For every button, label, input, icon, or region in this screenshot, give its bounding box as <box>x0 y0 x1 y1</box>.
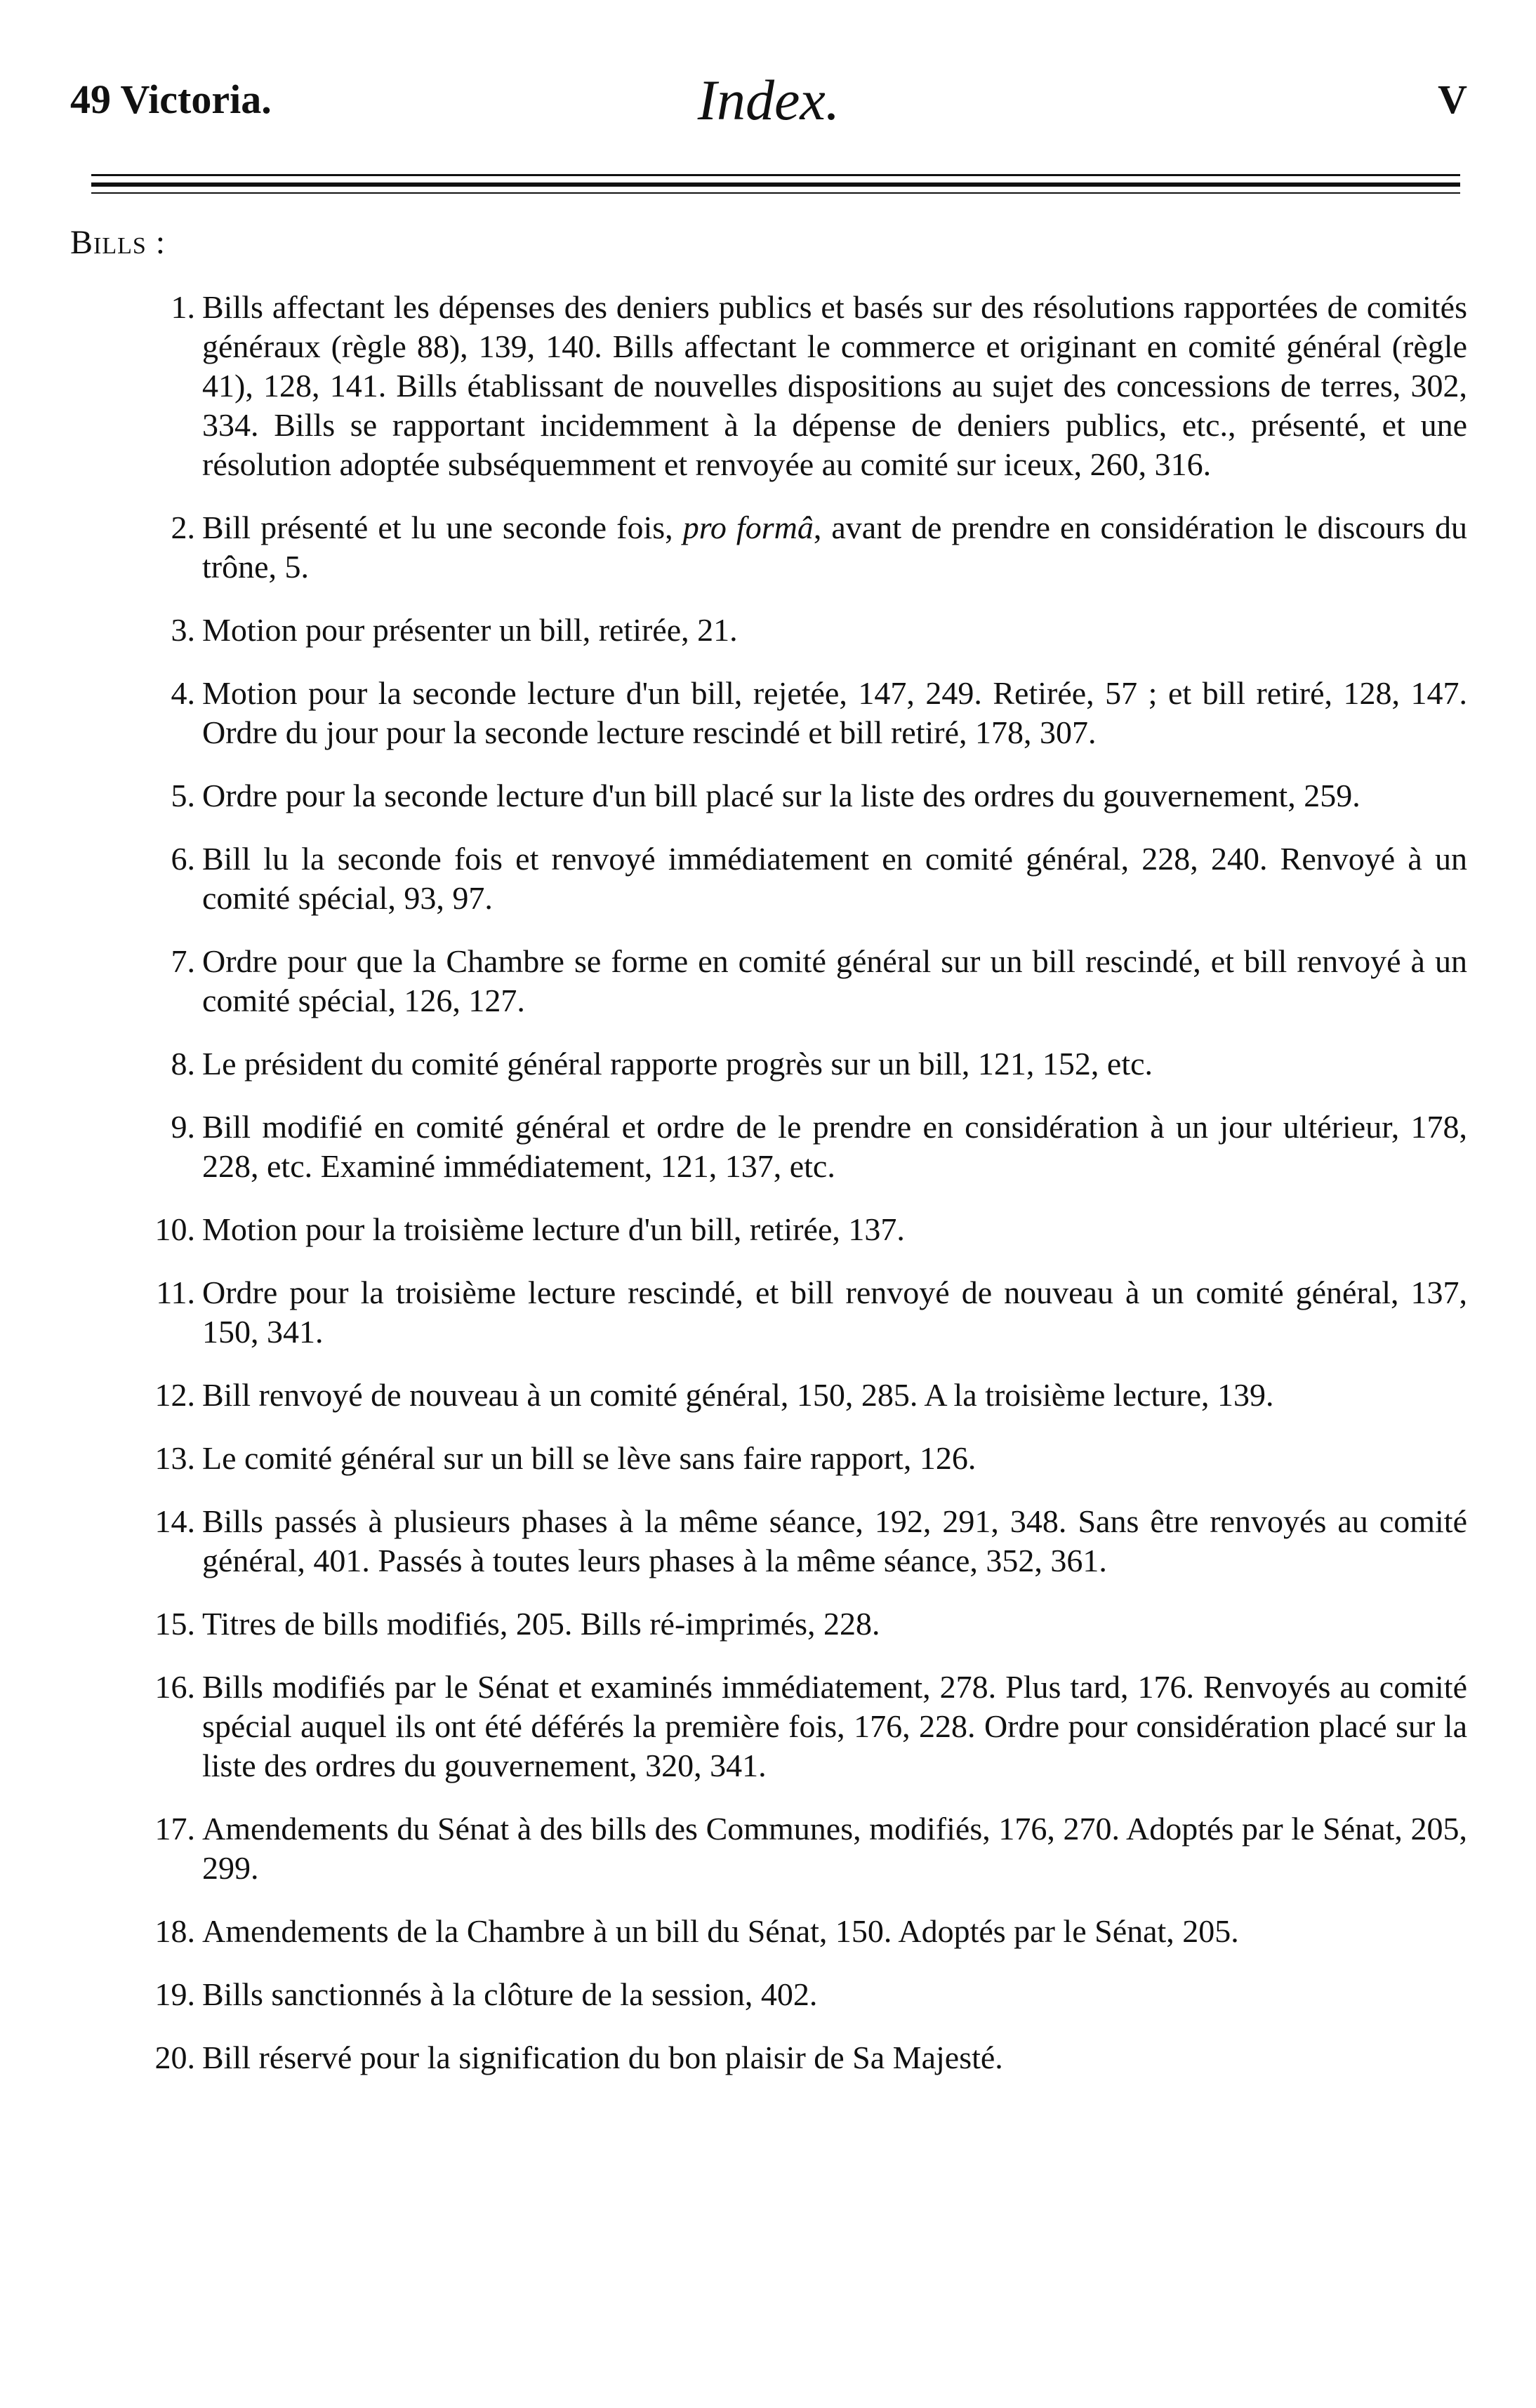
entry-number: 17. <box>154 1811 195 1847</box>
entry-text: Bills affectant les dépenses des deniers publics et basés sur des résolutions rapportées de comités généraux (règle 88), 139, 140. Bills affectant le commerce et originant en comité général (règle 41), 128, 141. Bills établissant de nouvelles dispositions au sujet des concessions de terres, 302, 334. Bills se rapportant incidemment à la dépense de deniers publics, etc., présenté, et une résolution adoptée subséquemment et renvoyée au comité sur iceux, 260, 316. <box>202 289 1467 482</box>
section-heading: Bills : <box>70 224 166 261</box>
entry-text: Amendements du Sénat à des bills des Communes, modifiés, 176, 270. Adoptés par le Sénat, 205, 299. <box>202 1811 1467 1886</box>
entry-text: Motion pour la seconde lecture d'un bill, rejetée, 147, 249. Retirée, 57 ; et bill retiré, 128, 147. Ordre du jour pour la seconde lecture rescindé et bill retiré, 178, 307. <box>202 675 1467 750</box>
index-entry-14 <box>70 1502 1467 1581</box>
index-entry-8 <box>70 1044 1467 1084</box>
index-entry-3 <box>70 611 1467 650</box>
entry-text: Le président du comité général rapporte progrès sur un bill, 121, 152, etc. <box>202 1046 1153 1082</box>
index-entry-4 <box>70 674 1467 752</box>
entry-number: 8. <box>171 1046 195 1082</box>
entry-number: 11. <box>156 1275 195 1310</box>
index-entry-17 <box>70 1809 1467 1888</box>
entry-number: 10. <box>154 1211 195 1247</box>
index-entry-13 <box>70 1439 1467 1478</box>
running-head <box>70 67 1467 131</box>
entry-text: Motion pour présenter un bill, retirée, 21. <box>202 612 738 648</box>
entry-text-part: Bill présenté et lu une seconde fois, <box>202 510 683 545</box>
index-entry-10 <box>70 1210 1467 1249</box>
entry-number: 2. <box>171 510 195 545</box>
entry-text: Titres de bills modifiés, 205. Bills ré-imprimés, 228. <box>202 1606 880 1642</box>
header-rule-bottom <box>91 192 1460 194</box>
regnal-year: 49 Victoria. <box>70 77 272 122</box>
entry-text-italic: pro formâ <box>682 510 814 545</box>
entry-number: 16. <box>154 1669 195 1705</box>
entry-number: 14. <box>154 1503 195 1539</box>
entry-number: 7. <box>171 943 195 979</box>
entry-number: 5. <box>171 778 195 813</box>
entry-number: 9. <box>171 1109 195 1145</box>
entry-text: Bills sanctionnés à la clôture de la session, 402. <box>202 1976 818 2012</box>
entry-text: Amendements de la Chambre à un bill du Sénat, 150. Adoptés par le Sénat, 205. <box>202 1913 1239 1949</box>
entry-text: Bill modifié en comité général et ordre de le prendre en considération à un jour ultérieur, 178, 228, etc. Examiné immédiatement, 121, 137, etc. <box>202 1109 1467 1184</box>
entry-number: 13. <box>154 1440 195 1476</box>
index-entry-7 <box>70 942 1467 1020</box>
index-entry-2 <box>70 508 1467 587</box>
entry-text <box>202 508 1467 587</box>
index-entry-16 <box>70 1668 1467 1785</box>
entry-text: Ordre pour la seconde lecture d'un bill placé sur la liste des ordres du gouvernement, 259. <box>202 778 1360 813</box>
index-entries <box>70 288 1467 2101</box>
entry-text: Ordre pour que la Chambre se forme en comité général sur un bill rescindé, et bill renvoyé à un comité spécial, 126, 127. <box>202 943 1467 1018</box>
entry-number: 4. <box>171 675 195 711</box>
index-entry-1 <box>70 288 1467 484</box>
entry-text: Bills passés à plusieurs phases à la même séance, 192, 291, 348. Sans être renvoyés au comité général, 401. Passés à toutes leurs phases à la même séance, 352, 361. <box>202 1503 1467 1578</box>
entry-number: 6. <box>171 841 195 877</box>
entry-number: 19. <box>154 1976 195 2012</box>
index-entry-12 <box>70 1376 1467 1415</box>
entry-text: Bill lu la seconde fois et renvoyé immédiatement en comité général, 228, 240. Renvoyé à un comité spécial, 93, 97. <box>202 841 1467 916</box>
entry-text: Bill réservé pour la signification du bon plaisir de Sa Majesté. <box>202 2040 1003 2075</box>
entry-text: Ordre pour la troisième lecture rescindé, et bill renvoyé de nouveau à un comité général, 137, 150, 341. <box>202 1275 1467 1350</box>
entry-text: Motion pour la troisième lecture d'un bill, retirée, 137. <box>202 1211 905 1247</box>
entry-text-part: , avant de prendre en considération le discours du trône, 5. <box>202 510 1467 585</box>
entry-number: 1. <box>171 289 195 325</box>
index-entry-19 <box>70 1975 1467 2014</box>
index-entry-9 <box>70 1107 1467 1186</box>
header-rule-thick <box>91 182 1460 187</box>
entry-number: 15. <box>154 1606 195 1642</box>
entry-number: 20. <box>154 2040 195 2075</box>
entry-text: Bills modifiés par le Sénat et examinés immédiatement, 278. Plus tard, 176. Renvoyés au comité spécial auquel ils ont été déférés la première fois, 176, 228. Ordre pour considération placé sur la liste des ordres du gouvernement, 320, 341. <box>202 1669 1467 1783</box>
index-entry-5 <box>70 776 1467 816</box>
entry-number: 12. <box>154 1377 195 1413</box>
index-entry-6 <box>70 839 1467 918</box>
entry-text: Le comité général sur un bill se lève sans faire rapport, 126. <box>202 1440 976 1476</box>
index-entry-20 <box>70 2038 1467 2077</box>
index-entry-11 <box>70 1273 1467 1352</box>
page-number: V <box>1438 77 1467 122</box>
entry-number: 18. <box>154 1913 195 1949</box>
page-title: Index. <box>697 68 840 132</box>
header-rule-top <box>91 174 1460 176</box>
index-entry-18 <box>70 1912 1467 1951</box>
entry-text: Bill renvoyé de nouveau à un comité général, 150, 285. A la troisième lecture, 139. <box>202 1377 1274 1413</box>
index-entry-15 <box>70 1604 1467 1644</box>
entry-number: 3. <box>171 612 195 648</box>
